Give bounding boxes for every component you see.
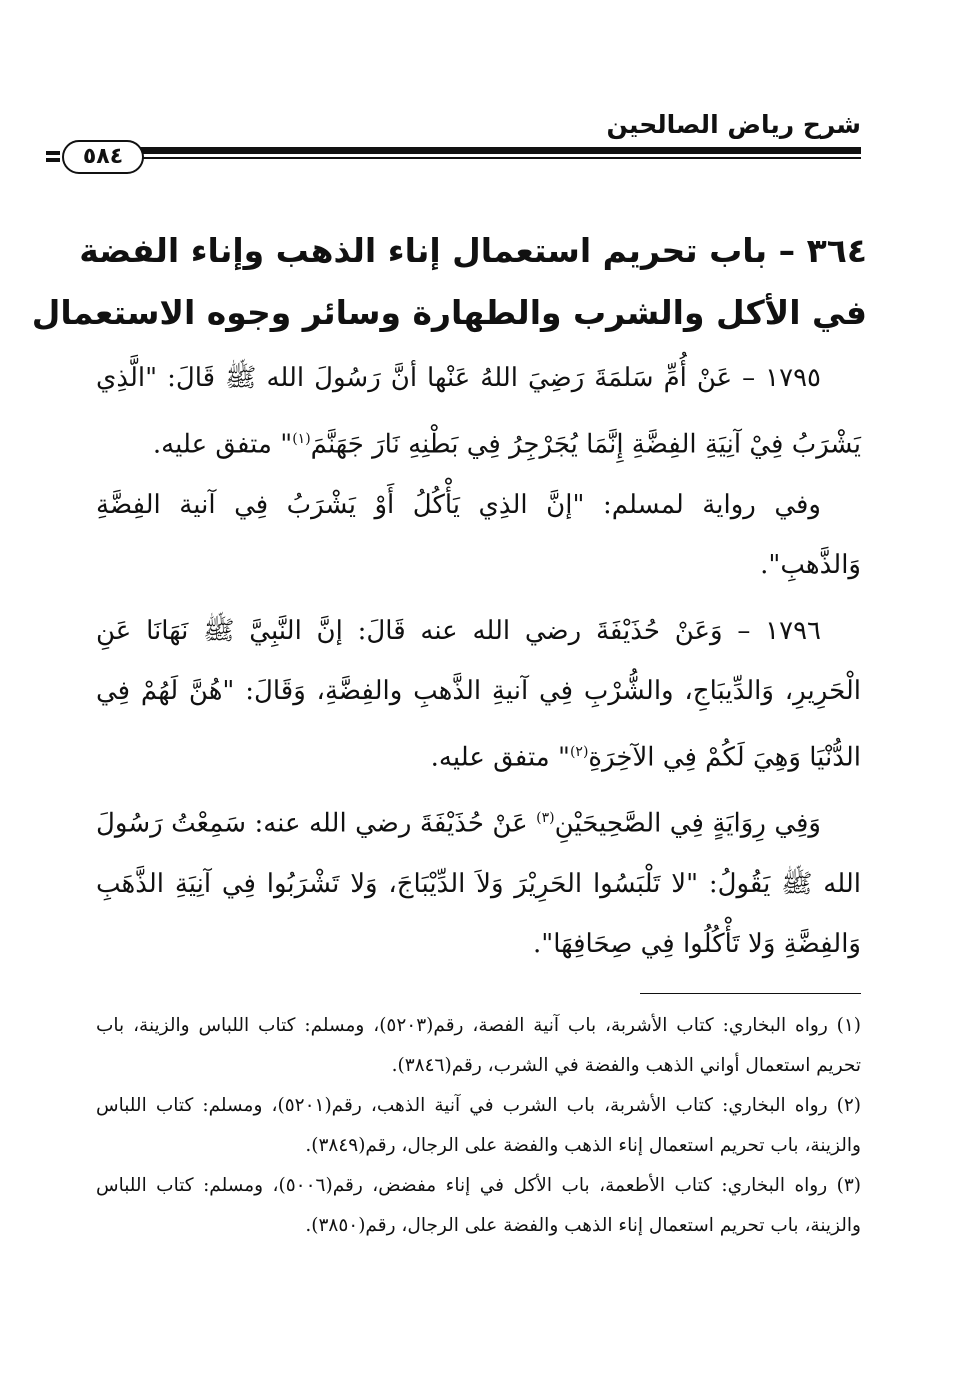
sahihayn-narration: وَفِي رِوَايَةٍ فِي الصَّحِيحَيْنِ$^{(٣)}$ عَنْ حُذَيْفَةَ رضي الله عنه: سَمِعْتُ رَسُولَ الله ﷺ يَقُولُ: "لا تَلْبَسُوا الحَرِيْرَ وَلاَ الدِّيْبَاجَ، وَلا تَشْرَبُوا فِي آنِيَةِ الذَّهَبِ وَالفِضَّةِ وَلا تَأْكُلُوا فِي صِحَافِهَا". (96, 808, 861, 960)
footnote-2: (٢) رواه البخاري: كتاب الأشربة، باب الشرب في آنية الذهب، رقم(٥٢٠١)، ومسلم: كتاب اللباس والزينة، باب تحريم استعمال إناء الذهب والفضة على الرجال، رقم(٣٨٤٩). (96, 1095, 861, 1156)
footnote-1: (١) رواه البخاري: كتاب الأشربة، باب آنية الفصة، رقم(٥٢٠٣)، ومسلم: كتاب اللباس والزينة، باب تحريم استعمال أواني الذهب والفضة في الشرب، رقم(٣٨٤٦). (96, 1015, 861, 1076)
footnote-ref-2: (٢) (569, 743, 589, 760)
header-rule (130, 147, 861, 163)
header-rule-thin (130, 157, 861, 159)
running-title: شرح رياض الصالحين (606, 110, 861, 139)
footnote-ref-1: (١) (292, 430, 311, 447)
hadith-1796: ١٧٩٦ – وَعَنْ حُذَيْفَةَ رضي الله عنه قَالَ: إنَّ النَّبِيَّ ﷺ نَهَانَا عَنِ الْحَرِيرِ، وَالدِّيبَاجِ، والشُّرْبِ فِي آنيةِ الذَّهبِ والفِضَّةِ، وَقَالَ: "هُنَّ لَهُمْ فِي الدُّنْيَا وَهِيَ لَكُمْ فِي الآخِرَةِ$^{(٢)}$" متفق عليه. (96, 615, 861, 773)
header-rule-thick (130, 147, 861, 154)
footnote-ref-3: (٣) (536, 809, 555, 826)
footnote-separator (640, 993, 861, 994)
footnotes (96, 1006, 861, 1246)
body-text (96, 348, 861, 975)
page-number-ornament (46, 151, 60, 163)
muslim-narration: وفي رواية لمسلم: "إنَّ الذِي يَأْكُلُ أَوْ يَشْرَبُ فِي آنية الفِضَّةِ وَالذَّهبِ". (96, 489, 861, 581)
page-number: ٥٨٤ (62, 140, 144, 174)
chapter-heading (31, 220, 867, 344)
hadith-1795: ١٧٩٥ – عَنْ أُمِّ سَلمَةَ رَضِيَ اللهُ عَنْها أنَّ رَسُولَ الله ﷺ قَالَ: "الَّذِي يَشْرَبُ فِيْ آنِيَةِ الفِضَّةِ إِنَّمَا يُجَرْجِرُ فِي بَطْنِهِ نَارَ جَهَنَّمَ$^{(١)}$" متفق عليه. (96, 363, 861, 460)
chapter-heading-line-1: ٣٦٤ – باب تحريم استعمال إناء الذهب وإناء الفضة (79, 231, 867, 270)
chapter-heading-line-2: في الأكل والشرب والطهارة وسائر وجوه الاستعمال (31, 293, 867, 332)
footnote-3: (٣) رواه البخاري: كتاب الأطعمة، باب الأكل في إناء مفضض، رقم(٥٠٠٦)، ومسلم: كتاب اللباس والزينة، باب تحريم استعمال إناء الذهب والفضة على الرجال، رقم(٣٨٥٠). (96, 1175, 862, 1236)
